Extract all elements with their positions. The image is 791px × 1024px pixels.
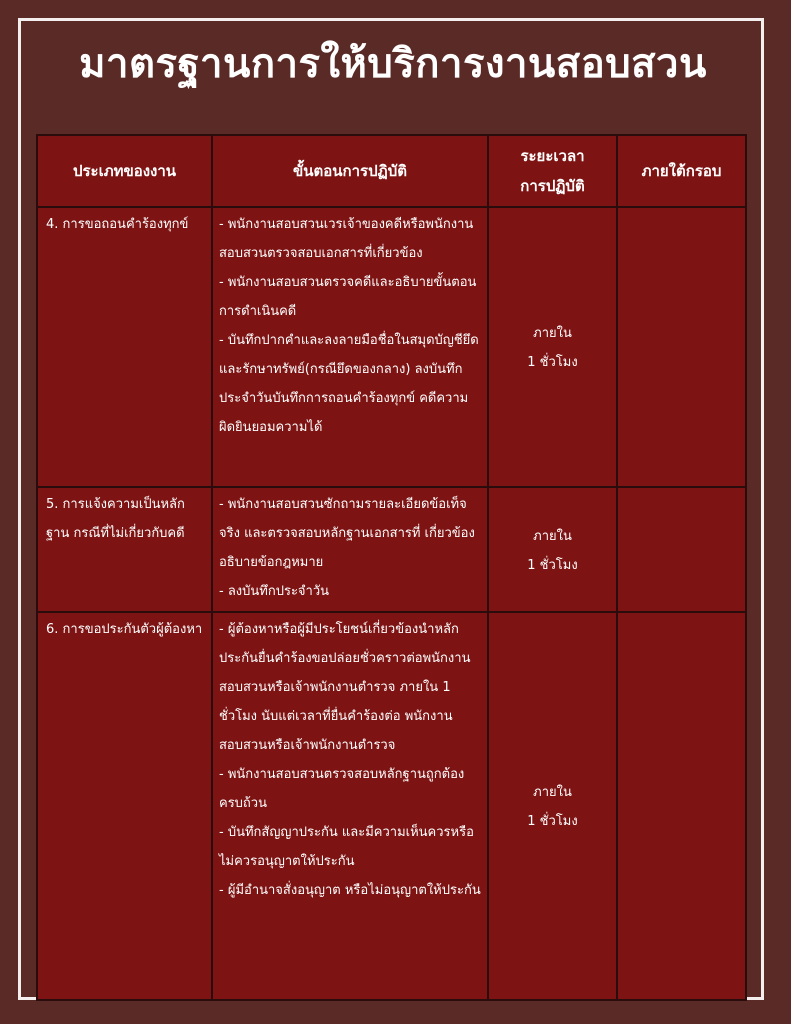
header-framework: ภายใต้กรอบ	[617, 135, 746, 207]
step-text: - พนักงานสอบสวนตรวจสอบหลักฐานถูกต้องครบถ้วน	[219, 767, 465, 811]
duration-line2: 1 ชั่วโมง	[527, 814, 578, 829]
duration-line1: ภายใน	[533, 785, 572, 800]
duration-line1: ภายใน	[533, 528, 572, 544]
row-type-cell: 4. การขอถอนคำร้องทุกข์	[37, 207, 212, 487]
table-header-row	[37, 135, 746, 207]
table-row	[37, 612, 746, 1000]
service-standards-table	[36, 134, 747, 1001]
table-row	[37, 487, 746, 612]
step-text: - ลงบันทึกประจำวัน	[219, 584, 330, 599]
header-type: ประเภทของงาน	[37, 135, 212, 207]
row-type-cell: 6. การขอประกันตัวผู้ต้องหา	[37, 612, 212, 1000]
duration-line1: ภายใน	[533, 326, 572, 341]
step-text: - ผู้ต้องหาหรือผู้มีประโยชน์เกี่ยวข้องนำหลักประกันยื่นคำร้องขอปล่อยชั่วคราวต่อพนักงานสอบสวนหรือเจ้าพนักงานตำรวจ ภายใน 1 ชั่วโมง นับแต่เวลาที่ยื่นคำร้องต่อ พนักงานสอบสวนหรือเจ้าพนักงานตำรวจ	[219, 622, 471, 753]
table-row	[37, 207, 746, 487]
row-steps-cell	[212, 612, 488, 1000]
step-text: - บันทึกสัญญาประกัน และมีความเห็นควรหรือไม่ควรอนุญาตให้ประกัน	[219, 825, 474, 869]
row-framework-cell	[617, 487, 746, 612]
duration-line2: 1 ชั่วโมง	[527, 355, 578, 370]
header-steps: ขั้นตอนการปฏิบัติ	[212, 135, 488, 207]
page-title: มาตรฐานการให้บริการงานสอบสวน	[79, 41, 707, 87]
header-duration-line2: การปฏิบัติ	[520, 177, 585, 195]
step-text: - พนักงานสอบสวนซักถามรายละเอียดข้อเท็จจริง และตรวจสอบหลักฐานเอกสารที่ เกี่ยวข้อง อธิบายข้อกฎหมาย	[219, 497, 475, 570]
row-steps-cell	[212, 487, 488, 612]
row-duration-cell	[488, 487, 617, 612]
step-text: - พนักงานสอบสวนเวรเจ้าของคดีหรือพนักงานสอบสวนตรวจสอบเอกสารที่เกี่ยวข้อง	[219, 217, 474, 261]
step-text: - ผู้มีอำนาจสั่งอนุญาต หรือไม่อนุญาตให้ประกัน	[219, 883, 481, 898]
row-type-cell: 5. การแจ้งความเป็นหลักฐาน กรณีที่ไม่เกี่ยวกับคดี	[37, 487, 212, 612]
row-duration-cell	[488, 207, 617, 487]
step-text: - พนักงานสอบสวนตรวจคดีและอธิบายขั้นตอนการดำเนินคดี	[219, 275, 477, 319]
row-framework-cell	[617, 612, 746, 1000]
step-text: - บันทึกปากคำและลงลายมือชื่อในสมุดบัญชียึดและรักษาทรัพย์(กรณียึดของกลาง) ลงบันทึกประจำวันบันทึกการถอนคำร้องทุกข์ คดีความผิดยินยอมความได้	[219, 333, 479, 435]
row-framework-cell	[617, 207, 746, 487]
header-duration-line1: ระยะเวลา	[520, 147, 585, 165]
duration-line2: 1 ชั่วโมง	[527, 557, 578, 573]
header-duration	[488, 135, 617, 207]
row-steps-cell	[212, 207, 488, 487]
row-duration-cell	[488, 612, 617, 1000]
